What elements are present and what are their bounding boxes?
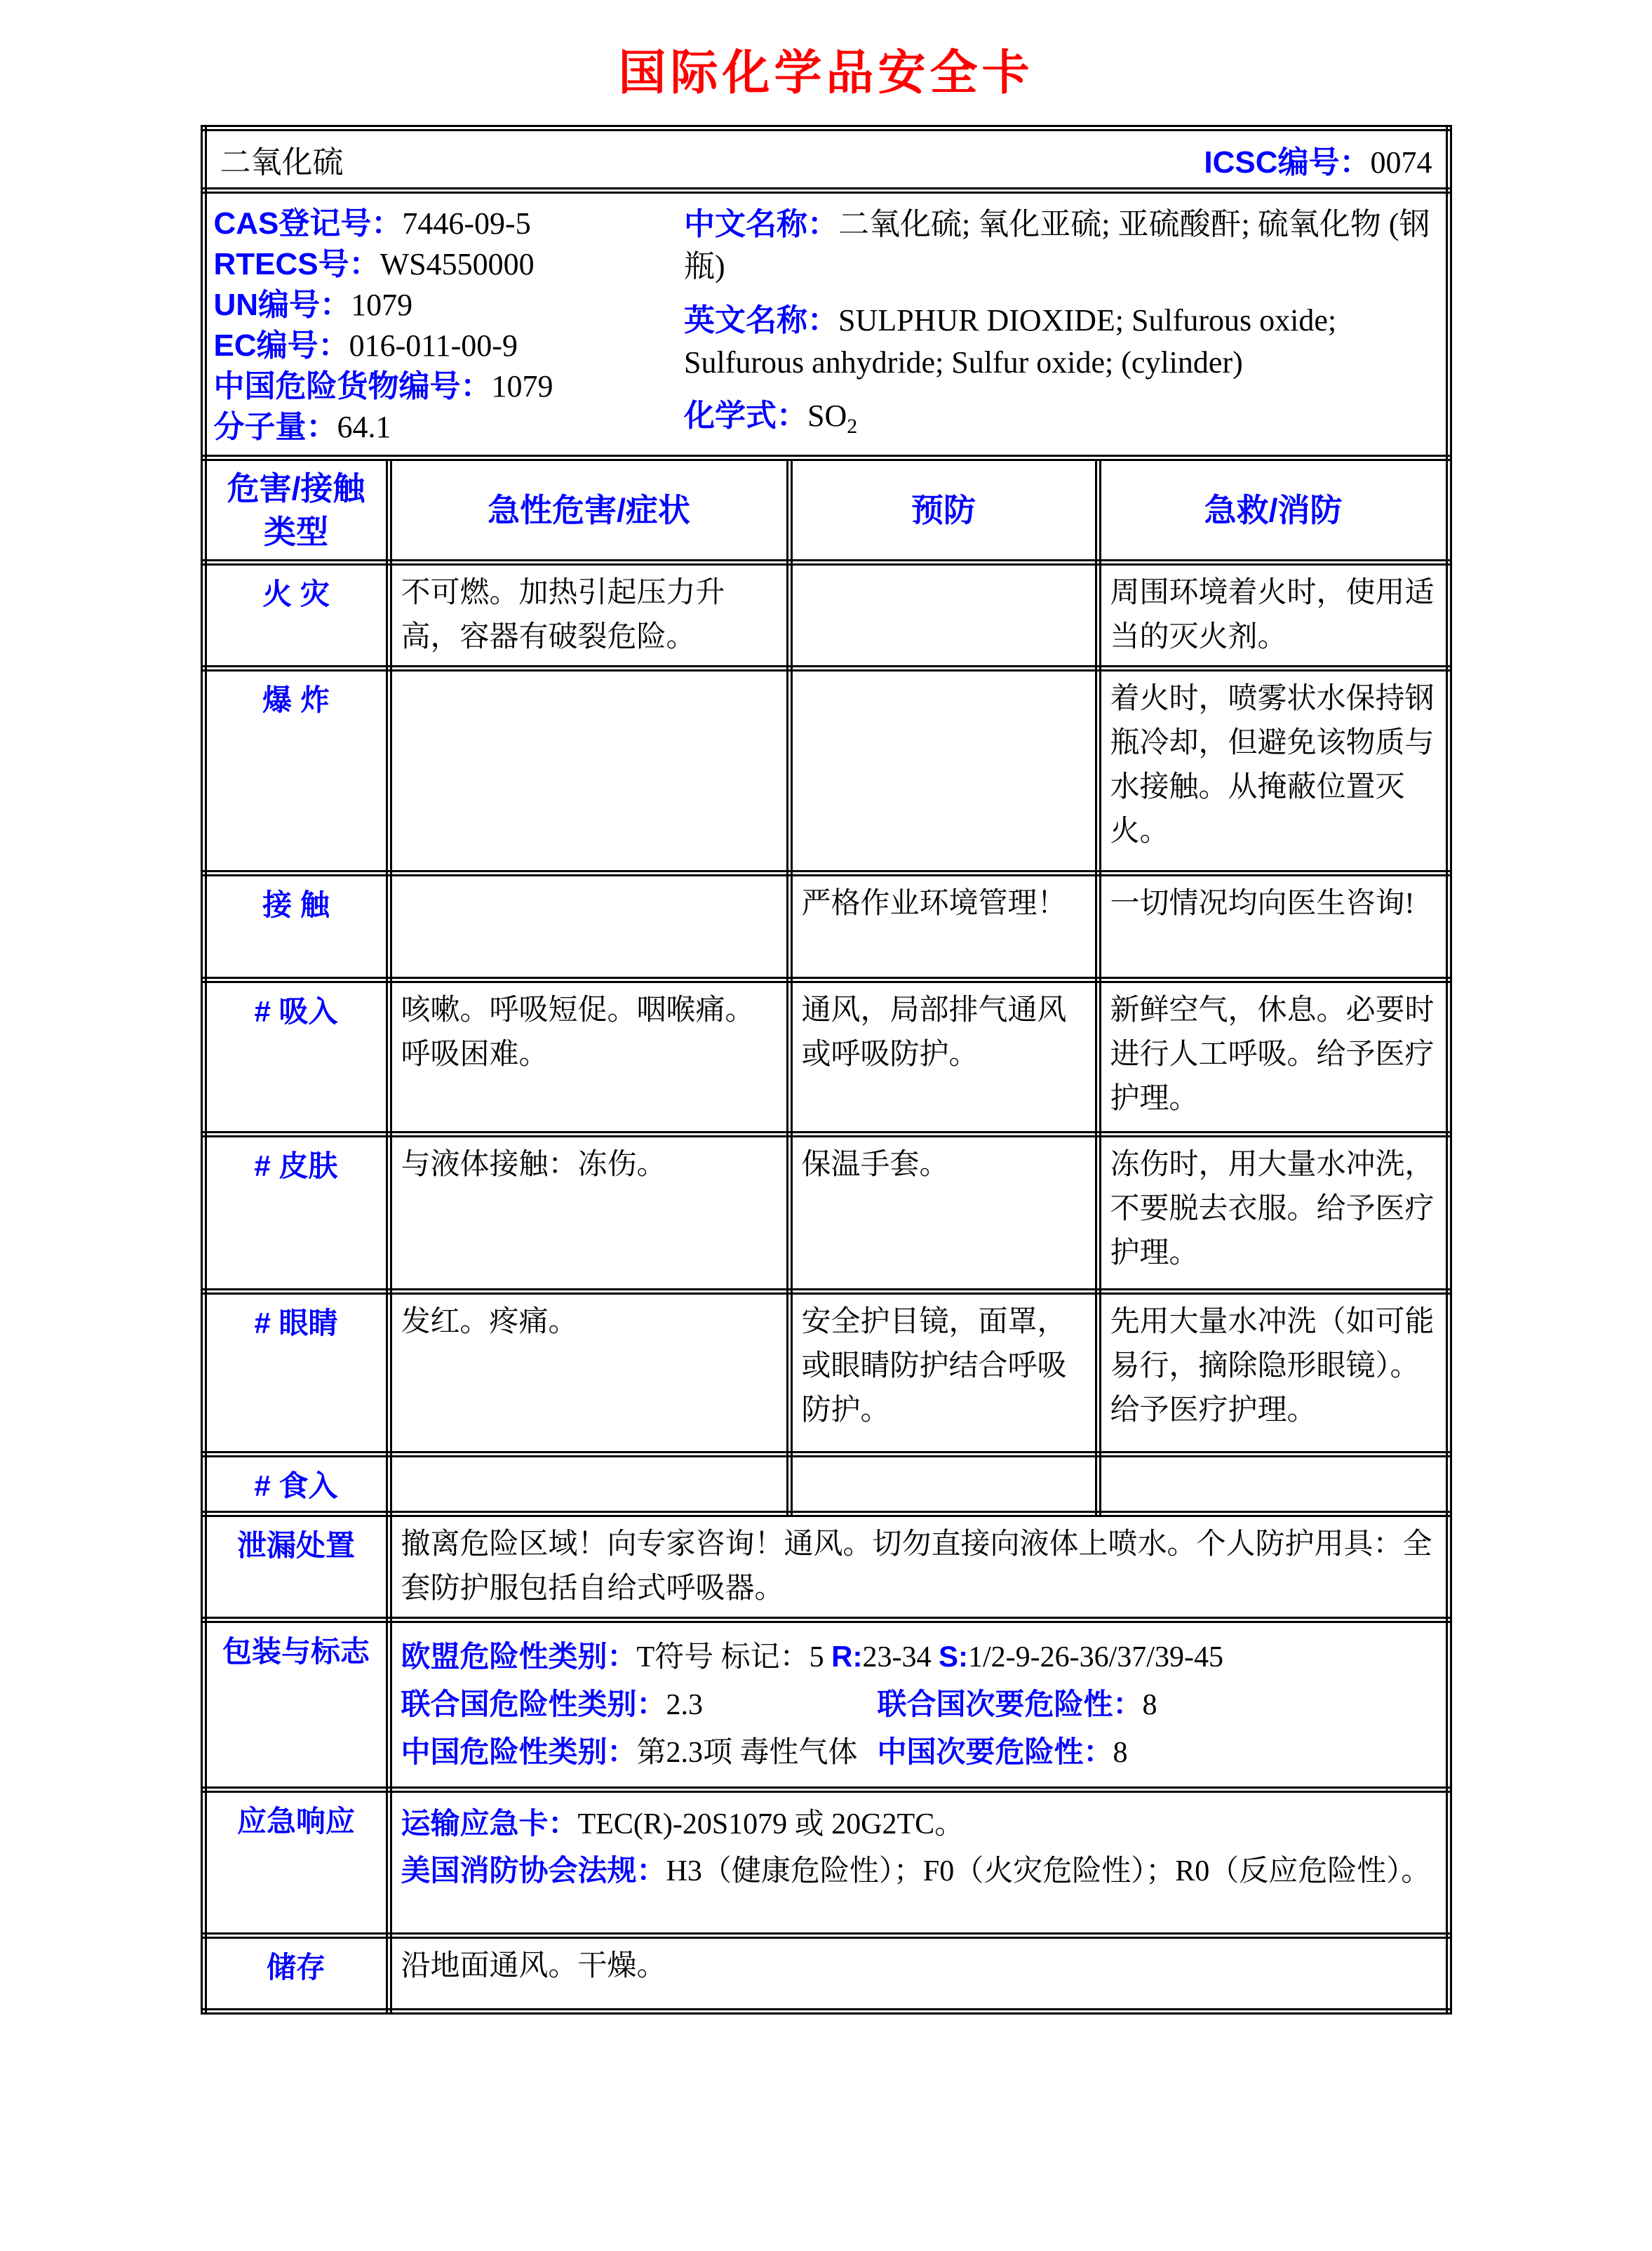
nfpa-label: 美国消防协会法规： <box>401 1854 666 1888</box>
identifier-list <box>211 203 679 448</box>
cn-sub-risk-label: 中国次要危险性： <box>877 1735 1113 1769</box>
cell-ingestion-response <box>1098 1455 1449 1514</box>
un-class-label: 联合国危险性类别： <box>401 1688 666 1721</box>
hazard-type-label: # 吸入 <box>203 980 389 1135</box>
substance-name: 二氧化硫 <box>220 145 344 180</box>
cell-contact-response: 一切情况均向医生咨询! <box>1098 874 1449 980</box>
un-classification <box>401 1685 1437 1724</box>
section-storage <box>203 1936 1449 2012</box>
icsc-number: 0074 <box>1370 145 1432 180</box>
formula-subscript: 2 <box>847 414 858 438</box>
cell-contact-symptoms <box>389 874 789 980</box>
mol-weight-value: 64.1 <box>337 410 391 444</box>
spill-label: 泄漏处置 <box>203 1514 389 1620</box>
cn-class-value: 第2.3项 毒性气体 <box>636 1737 858 1770</box>
field-ec <box>214 326 679 366</box>
hazard-type-label: # 皮肤 <box>203 1135 389 1292</box>
field-cas <box>214 203 679 244</box>
cas-label: CAS登记号： <box>213 206 403 241</box>
un-sub-risk-label: 联合国次要危险性： <box>877 1688 1143 1721</box>
cell-contact-prevention: 严格作业环境管理！ <box>789 874 1098 980</box>
cell-skin-symptoms: 与液体接触：冻伤。 <box>389 1135 789 1292</box>
chinese-name-label: 中文名称： <box>684 207 839 241</box>
col-header-hazard-type: 危害/接触类型 <box>203 458 389 563</box>
icsc-label: ICSC编号： <box>1204 145 1371 180</box>
eu-classification <box>401 1638 1437 1676</box>
hazard-row-fire <box>203 563 1449 669</box>
field-mol-weight <box>214 407 679 448</box>
hazard-row-ingestion <box>203 1455 1449 1514</box>
cell-ingestion-prevention <box>789 1455 1098 1514</box>
hazard-type-label: 接 触 <box>203 874 389 980</box>
english-name-label: 英文名称： <box>684 302 839 338</box>
cell-inhalation-prevention: 通风，局部排气通风或呼吸防护。 <box>789 980 1098 1135</box>
hazard-row-explosion <box>203 669 1449 874</box>
cn-class-label: 中国危险性类别： <box>401 1735 637 1769</box>
field-rtecs <box>214 244 679 285</box>
formula-value <box>807 399 858 438</box>
r-phrase-value: 23-34 <box>862 1641 939 1674</box>
hazard-row-skin <box>203 1135 1449 1292</box>
cell-skin-prevention: 保温手套。 <box>789 1135 1098 1292</box>
cell-eyes-response: 先用大量水冲洗（如可能易行，摘除隐形眼镜）。给予医疗护理。 <box>1098 1292 1449 1455</box>
icsc-field <box>1204 137 1432 182</box>
tec-label: 运输应急卡： <box>401 1807 578 1841</box>
nfpa-value: H3（健康危险性）；F0（火灾危险性）；R0（反应危险性）。 <box>666 1855 1431 1888</box>
hazard-row-inhalation <box>203 980 1449 1135</box>
s-phrase-label: S: <box>939 1640 968 1674</box>
ec-value: 016-011-00-9 <box>349 328 518 363</box>
spill-text: 撤离危险区域！向专家咨询！通风。切勿直接向液体上喷水。个人防护用具：全套防护服包括自给式呼吸器。 <box>389 1514 1449 1620</box>
chinese-name-value: 二氧化硫; 氧化亚硫; 亚硫酸酐; 硫氧化物 (钢瓶) <box>684 207 1430 283</box>
hazard-type-label: # 眼睛 <box>203 1292 389 1455</box>
page-title: 国际化学品安全卡 <box>618 46 1034 100</box>
cas-value: 7446-09-5 <box>402 206 531 241</box>
storage-label: 储存 <box>203 1936 389 2012</box>
rtecs-label: RTECS号： <box>213 247 380 281</box>
hazard-type-label: 爆 炸 <box>203 669 389 874</box>
emergency-label: 应急响应 <box>203 1790 389 1936</box>
field-english-name <box>684 300 1441 384</box>
cell-inhalation-response: 新鲜空气，休息。必要时进行人工呼吸。给予医疗护理。 <box>1098 980 1449 1135</box>
hazard-type-label: # 食入 <box>203 1455 389 1514</box>
english-name-value: SULPHUR DIOXIDE; Sulfurous oxide; Sulfurous anhydride; Sulfur oxide; (cylinder) <box>684 302 1337 380</box>
tec-value: TEC(R)-20S1079 或 20G2TC。 <box>577 1808 965 1841</box>
cell-explosion-prevention <box>789 669 1098 874</box>
section-spill-disposal <box>203 1514 1449 1620</box>
field-china-dg <box>214 366 679 407</box>
identifier-block <box>203 191 1449 458</box>
ec-label: EC编号： <box>213 328 349 363</box>
un-label: UN编号： <box>213 288 351 322</box>
name-row <box>203 128 1449 191</box>
formula-label: 化学式： <box>684 399 808 434</box>
cell-eyes-prevention: 安全护目镜，面罩，或眼睛防护结合呼吸防护。 <box>789 1292 1098 1455</box>
hazard-header-row <box>203 458 1449 563</box>
field-chinese-name <box>684 203 1441 288</box>
mol-weight-label: 分子量： <box>213 410 337 444</box>
nfpa-code <box>401 1850 1437 1892</box>
hazard-type-label: 火 灾 <box>203 563 389 669</box>
cell-fire-symptoms: 不可燃。加热引起压力升高，容器有破裂危险。 <box>389 563 789 669</box>
r-phrase-label: R: <box>831 1640 863 1674</box>
cn-sub-risk-value: 8 <box>1113 1737 1128 1770</box>
section-packaging-labelling <box>203 1620 1449 1790</box>
name-list <box>678 203 1441 448</box>
packaging-label: 包装与标志 <box>203 1620 389 1790</box>
safety-card-table <box>201 125 1452 2015</box>
un-sub-risk-value: 8 <box>1142 1689 1157 1722</box>
cell-eyes-symptoms: 发红。疼痛。 <box>389 1292 789 1455</box>
hazard-row-eyes <box>203 1292 1449 1455</box>
field-un <box>214 285 679 326</box>
cell-explosion-response: 着火时，喷雾状水保持钢瓶冷却，但避免该物质与水接触。从掩蔽位置灭火。 <box>1098 669 1449 874</box>
china-dg-value: 1079 <box>491 369 553 403</box>
eu-class-value: T符号 标记：5 <box>636 1641 832 1674</box>
hazard-row-contact <box>203 874 1449 980</box>
formula-base: SO <box>807 399 847 434</box>
section-emergency-response <box>203 1790 1449 1936</box>
col-header-prevention: 预防 <box>789 458 1098 563</box>
storage-text: 沿地面通风。干燥。 <box>389 1936 1449 2012</box>
s-phrase-value: 1/2-9-26-36/37/39-45 <box>968 1641 1223 1674</box>
eu-class-label: 欧盟危险性类别： <box>401 1640 637 1674</box>
cell-explosion-symptoms <box>389 669 789 874</box>
cell-skin-response: 冻伤时，用大量水冲洗，不要脱去衣服。给予医疗护理。 <box>1098 1135 1449 1292</box>
un-value: 1079 <box>351 288 413 322</box>
china-dg-label: 中国危险货物编号： <box>213 369 492 403</box>
cell-fire-prevention <box>789 563 1098 669</box>
col-header-symptoms: 急性危害/症状 <box>389 458 789 563</box>
field-formula <box>684 395 1441 448</box>
un-class-value: 2.3 <box>666 1689 704 1722</box>
cell-inhalation-symptoms: 咳嗽。呼吸短促。咽喉痛。呼吸困难。 <box>389 980 789 1135</box>
cell-fire-response: 周围环境着火时，使用适当的灭火剂。 <box>1098 563 1449 669</box>
col-header-response: 急救/消防 <box>1098 458 1449 563</box>
rtecs-value: WS4550000 <box>380 247 535 281</box>
cell-ingestion-symptoms <box>389 1455 789 1514</box>
cn-classification <box>401 1733 1437 1772</box>
transport-emergency-card <box>401 1803 1437 1845</box>
